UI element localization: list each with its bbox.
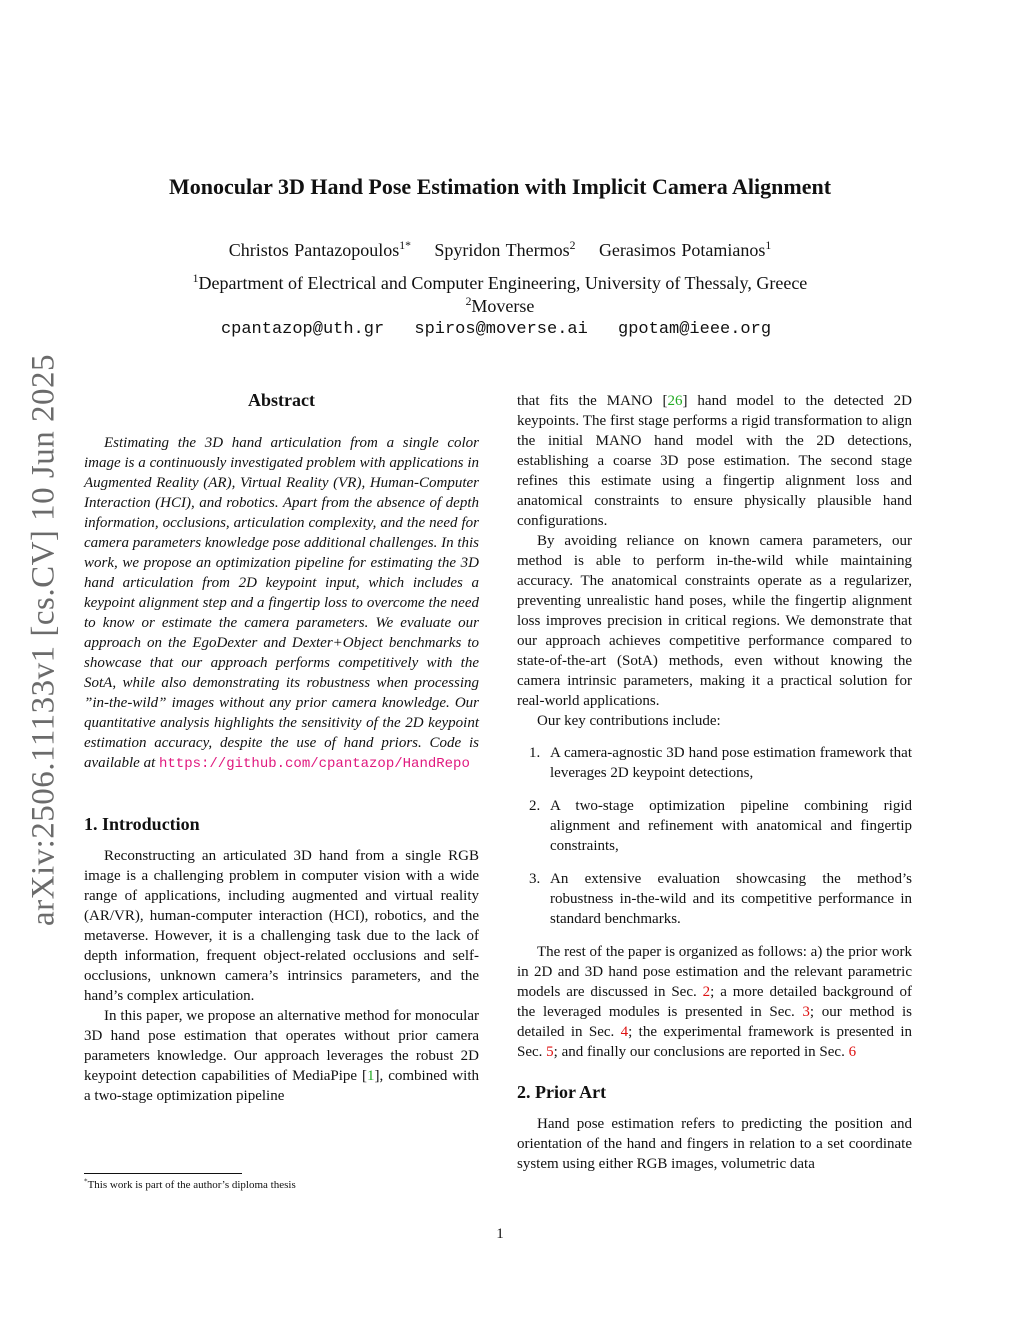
footnote-mark: * <box>84 1177 88 1186</box>
author-name: Christos Pantazopoulos <box>228 240 400 260</box>
right-paragraph-4 <box>517 942 912 1062</box>
list-item <box>517 869 912 929</box>
right-paragraph-1 <box>517 391 912 531</box>
list-number: 2. <box>529 798 541 814</box>
right-p4-text: ; and finally our conclusions are reported in Sec. <box>553 1044 849 1060</box>
affiliation-2 <box>0 296 1000 317</box>
list-item <box>517 743 912 783</box>
affiliation-text: Moverse <box>471 296 535 316</box>
list-item <box>517 796 912 856</box>
list-text: A two-stage optimization pipeline combining rigid alignment and refinement with anatomical and fingertip constraints, <box>550 798 912 854</box>
list-text: An extensive evaluation showcasing the method’s robustness in-the-wild and its competitive performance in standard benchmarks. <box>550 871 912 927</box>
contributions-list <box>517 743 912 929</box>
right-p4-text: The rest of the paper is organized as follows: a) the prior work in 2D and 3D hand pose estimation and the relevant parametric models are discussed in Sec. <box>517 944 912 1000</box>
section-ref-link[interactable]: 2 <box>702 984 711 1000</box>
intro-paragraph-1: Reconstructing an articulated 3D hand from a single RGB image is a challenging problem in computer vision with a wide range of applications, including augmented and virtual reality (AR/VR), human-computer interaction (HCI), robotics, and the metaverse. However, it is a challenging task due to the lack of depth information, frequent object-related occlusions and self-occlusions, unknown camera’s intrinsics parameters, and the hand’s complex articulation. <box>84 848 479 1004</box>
code-url-link[interactable]: https://github.com/cpantazop/HandRepo <box>159 756 470 772</box>
intro-p2-text: In this paper, we propose an alternative method for monocular 3D hand pose estimation that operates without prior camera parameters knowledge. Our approach leverages the robust 2D keypoint detection capabilities of MediaPipe [ <box>84 1008 479 1084</box>
citation-link[interactable]: 1 <box>367 1068 375 1084</box>
email-link[interactable]: spiros@moverse.ai <box>414 320 588 339</box>
email-link[interactable]: cpantazop@uth.gr <box>220 320 385 339</box>
footnote-text: This work is part of the author’s diploma thesis <box>87 1179 296 1191</box>
left-column <box>84 388 479 1106</box>
footnote-rule <box>84 1173 242 1174</box>
affiliation-text: Department of Electrical and Computer Engineering, University of Thessaly, Greece <box>198 273 808 293</box>
list-number: 1. <box>529 745 541 761</box>
right-p1-text: that fits the MANO [ <box>517 393 668 409</box>
intro-p2-text: ], combined with a two-stage optimization pipeline <box>84 1068 479 1104</box>
section-ref-link[interactable]: 4 <box>620 1024 629 1040</box>
right-p4-text: ; a more detailed background of the leveraged modules is presented in Sec. <box>517 984 912 1020</box>
right-p4-text: ; the experimental framework is presented in Sec. <box>517 1024 912 1060</box>
section-ref-link[interactable]: 3 <box>802 1004 810 1020</box>
author-sup: 1 <box>765 239 772 252</box>
intro-heading: 1. Introduction <box>84 814 200 834</box>
list-text: A camera-agnostic 3D hand pose estimation framework that leverages 2D keypoint detections, <box>550 745 912 781</box>
abstract-body: Estimating the 3D hand articulation from a single color image is a continuously investigated problem with applications in Augmented Reality (AR), Virtual Reality (VR), Human-Computer Interaction (HCI), and robotics. Apart from the absence of depth information, occlusions, articulation complexity, and the need for camera parameters knowledge pose additional challenges. In this work, we propose an optimization pipeline for estimating the 3D hand articulation from 2D keypoint input, which includes a keypoint alignment step and a fingertip loss to overcome the need to know or estimate the camera parameters. We evaluate our approach on the EgoDexter and Dexter+Object benchmarks to showcase that our approach performs competitively with the SotA, while also demonstrating its robustness when processing ”in-the-wild” images without any prior camera knowledge. Our quantitative analysis highlights the sensitivity of the 2D keypoint estimation accuracy, despite the use of hand priors. Code is available at <box>84 435 479 771</box>
affiliation-sup: 1 <box>192 272 199 285</box>
right-paragraph-2: By avoiding reliance on known camera parameters, our method is able to perform in-the-wild while maintaining accuracy. The anatomical constraints operate as a regularizer, preventing unrealistic hand poses, while the fingertip alignment loss improves precision in critical regions. We demonstrate that our approach achieves competitive performance compared to state-of-the-art (SotA) methods, even without knowing the camera intrinsic parameters, making it a practical solution for real-world applications. <box>517 533 912 709</box>
author-list <box>0 240 1000 261</box>
page-number: 1 <box>496 1226 504 1242</box>
section-ref-link[interactable]: 6 <box>848 1044 857 1060</box>
intro-paragraph-2 <box>84 1006 479 1106</box>
prior-art-paragraph: Hand pose estimation refers to predicting the position and orientation of the hand and fingers in relation to a set coordinate system using either RGB images, volumetric data <box>517 1116 912 1172</box>
author-name: Gerasimos Potamianos <box>598 240 766 260</box>
author-sup: 1* <box>399 239 411 252</box>
arxiv-stamp: arXiv:2506.11133v1 [cs.CV] 10 Jun 2025 <box>25 353 62 927</box>
list-number: 3. <box>529 871 541 887</box>
email-link[interactable]: gpotam@ieee.org <box>618 320 772 339</box>
paper-title: Monocular 3D Hand Pose Estimation with Implicit Camera Alignment <box>168 174 832 199</box>
abstract-heading: Abstract <box>248 390 315 410</box>
prior-art-heading: 2. Prior Art <box>517 1082 607 1102</box>
right-p4-text: ; our method is detailed in Sec. <box>517 1004 912 1040</box>
right-p1-text: ] hand model to the detected 2D keypoints. The first stage performs a rigid transformation to align the initial MANO hand model with the 2D detections, establishing a coarse 3D pose estimation. The second stage refines this estimate using a fingertip alignment loss and anatomical constraints to ensure physically plausible hand configurations. <box>517 393 912 529</box>
email-list <box>0 320 992 339</box>
affiliation-sup: 2 <box>465 295 472 308</box>
abstract-text <box>84 433 479 774</box>
citation-link[interactable]: 26 <box>667 393 683 409</box>
author-name: Spyridon Thermos <box>434 240 570 260</box>
footnote <box>84 1178 479 1192</box>
right-paragraph-3: Our key contributions include: <box>537 713 721 729</box>
section-ref-link[interactable]: 5 <box>546 1044 554 1060</box>
right-column <box>517 391 912 1174</box>
affiliation-1 <box>0 273 1000 294</box>
author-sup: 2 <box>569 239 576 252</box>
